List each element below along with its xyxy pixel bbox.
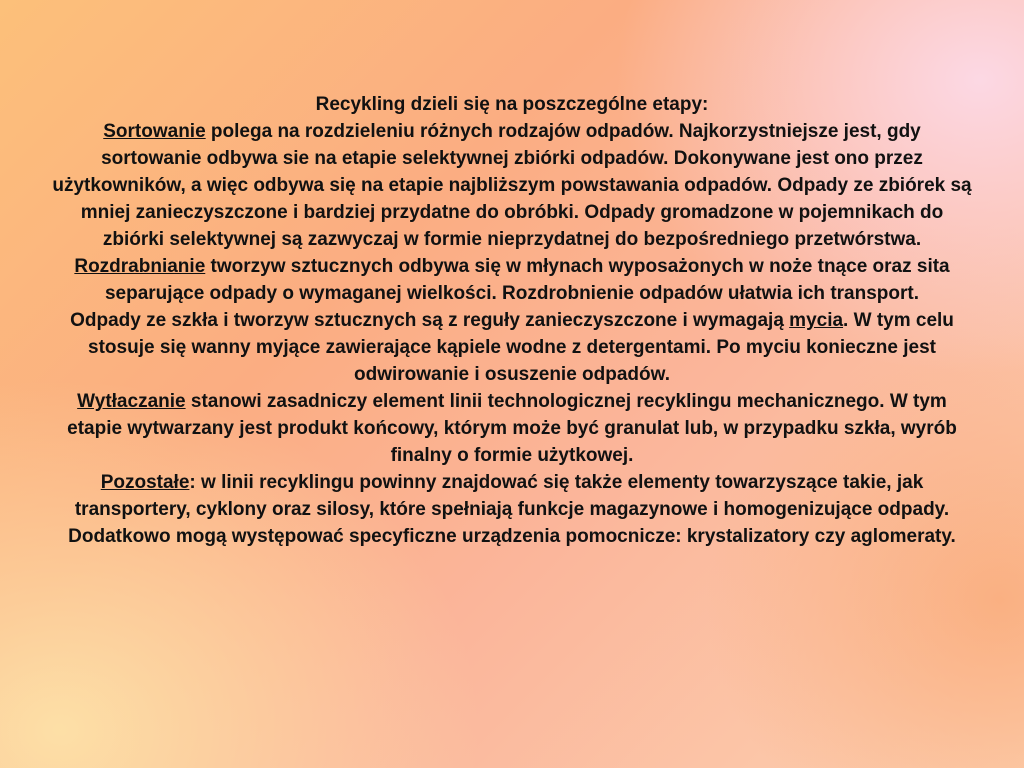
section-wytlaczanie [52, 388, 972, 469]
slide-text-block [52, 91, 972, 550]
section-pozostale-text: : w linii recyklingu powinny znajdować się także elementy towarzyszące takie, jak transportery, cyklony oraz silosy, które spełniają funkcje magazynowe i homogenizujące odpady. Dodatkowo mogą występować specyficzne urządzenia pomocnicze: krystalizatory czy aglomeraty. [68, 472, 956, 547]
keyword-wytlaczanie: Wytłaczanie [77, 391, 186, 412]
keyword-sortowanie: Sortowanie [103, 121, 206, 142]
section-rozdrabnianie-text: tworzyw sztucznych odbywa się w młynach wyposażonych w noże tnące oraz sita separujące odpady o wymaganej wielkości. Rozdrobnienie odpadów ułatwia ich transport. [104, 256, 950, 304]
section-mycie-prefix: Odpady ze szkła i tworzyw sztucznych są z reguły zanieczyszczone i wymagają [70, 310, 790, 331]
section-mycie-text: . W tym celu stosuje się wanny myjące zawierające kąpiele wodne z detergentami. Po myciu konieczne jest odwirowanie i osuszenie odpadów. [88, 310, 954, 385]
section-sortowanie-text: polega na rozdzieleniu różnych rodzajów odpadów. Najkorzystniejsze jest, gdy sortowanie odbywa sie na etapie selektywnej zbiórki odpadów. Dokonywane jest ono przez użytkowników, a więc odbywa się na etapie najbliższym powstawania odpadów. Odpady ze zbiórek są mniej zanieczyszczone i bardziej przydatne do obróbki. Odpady gromadzone w pojemnikach do zbiórki selektywnej są zazwyczaj w formie nieprzydatnej do bezpośredniego przetwórstwa. [52, 121, 972, 250]
section-rozdrabnianie [52, 253, 972, 307]
keyword-pozostale: Pozostałe [100, 472, 190, 493]
section-wytlaczanie-text: stanowi zasadniczy element linii technologicznej recyklingu mechanicznego. W tym etapie wytwarzany jest produkt końcowy, którym może być granulat lub, w przypadku szkła, wyrób finalny o formie użytkowej. [67, 391, 957, 466]
section-sortowanie [52, 118, 972, 253]
keyword-rozdrabnianie: Rozdrabnianie [74, 256, 206, 277]
keyword-mycia: mycia [789, 310, 844, 331]
section-mycie [52, 307, 972, 388]
intro-line: Recykling dzieli się na poszczególne etapy: [315, 94, 709, 115]
section-pozostale [52, 469, 972, 550]
